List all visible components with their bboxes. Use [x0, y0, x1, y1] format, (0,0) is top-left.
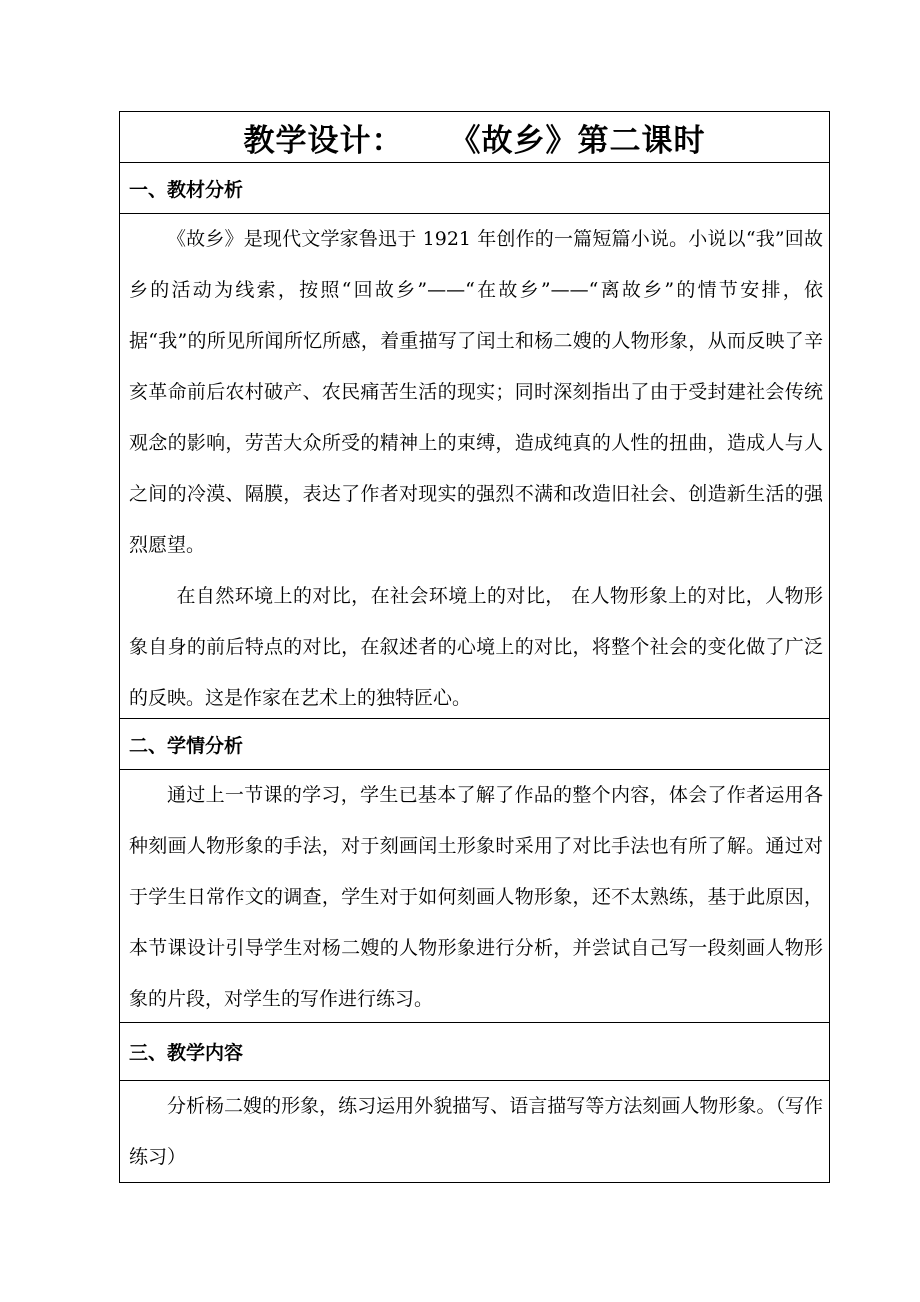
title-label: 教学设计：	[243, 122, 404, 159]
document-title	[120, 112, 829, 163]
lesson-plan-table	[119, 111, 830, 1183]
title-lesson: 《故乡》第二课时	[449, 122, 706, 159]
content-paragraph-1: 分析杨二嫂的形象，练习运用外貌描写、语言描写等方法刻画人物形象。（写作练习）	[129, 1095, 823, 1168]
section-body-content	[120, 1081, 829, 1182]
materials-paragraph-2: 在自然环境上的对比，在社会环境上的对比， 在人物形象上的对比，人物形象自身的前后特点的对比，在叙述者的心境上的对比，将整个社会的变化做了广泛的反映。这是作家在艺术上的独特匠心。	[129, 585, 823, 709]
section-heading-content: 三、教学内容	[120, 1023, 829, 1081]
materials-paragraph-1: 《故乡》是现代文学家鲁迅于 1921 年创作的一篇短篇小说。小说以“我”回故乡的活动为线索，按照“回故乡”——“在故乡”——“离故乡”的情节安排，依据“我”的所见所闻所忆所感，着重描写了闰土和杨二嫂的人物形象，从而反映了辛亥革命前后农村破产、农民痛苦生活的现实；同时深刻指出了由于受封建社会传统观念的影响，劳苦大众所受的精神上的束缚，造成纯真的人性的扭曲，造成人与人之间的冷漠、隔膜，表达了作者对现实的强烈不满和改造旧社会、创造新生活的强烈愿望。	[129, 228, 823, 556]
section-heading-materials: 一、教材分析	[120, 163, 829, 214]
students-paragraph-1: 通过上一节课的学习，学生已基本了解了作品的整个内容，体会了作者运用各种刻画人物形象的手法，对于刻画闰土形象时采用了对比手法也有所了解。通过对于学生日常作文的调查，学生对于如何刻画人物形象，还不太熟练，基于此原因，本节课设计引导学生对杨二嫂的人物形象进行分析，并尝试自己写一段刻画人物形象的片段，对学生的写作进行练习。	[129, 784, 823, 1010]
section-body-materials	[120, 214, 829, 719]
section-body-students	[120, 770, 829, 1023]
section-heading-students: 二、学情分析	[120, 719, 829, 770]
